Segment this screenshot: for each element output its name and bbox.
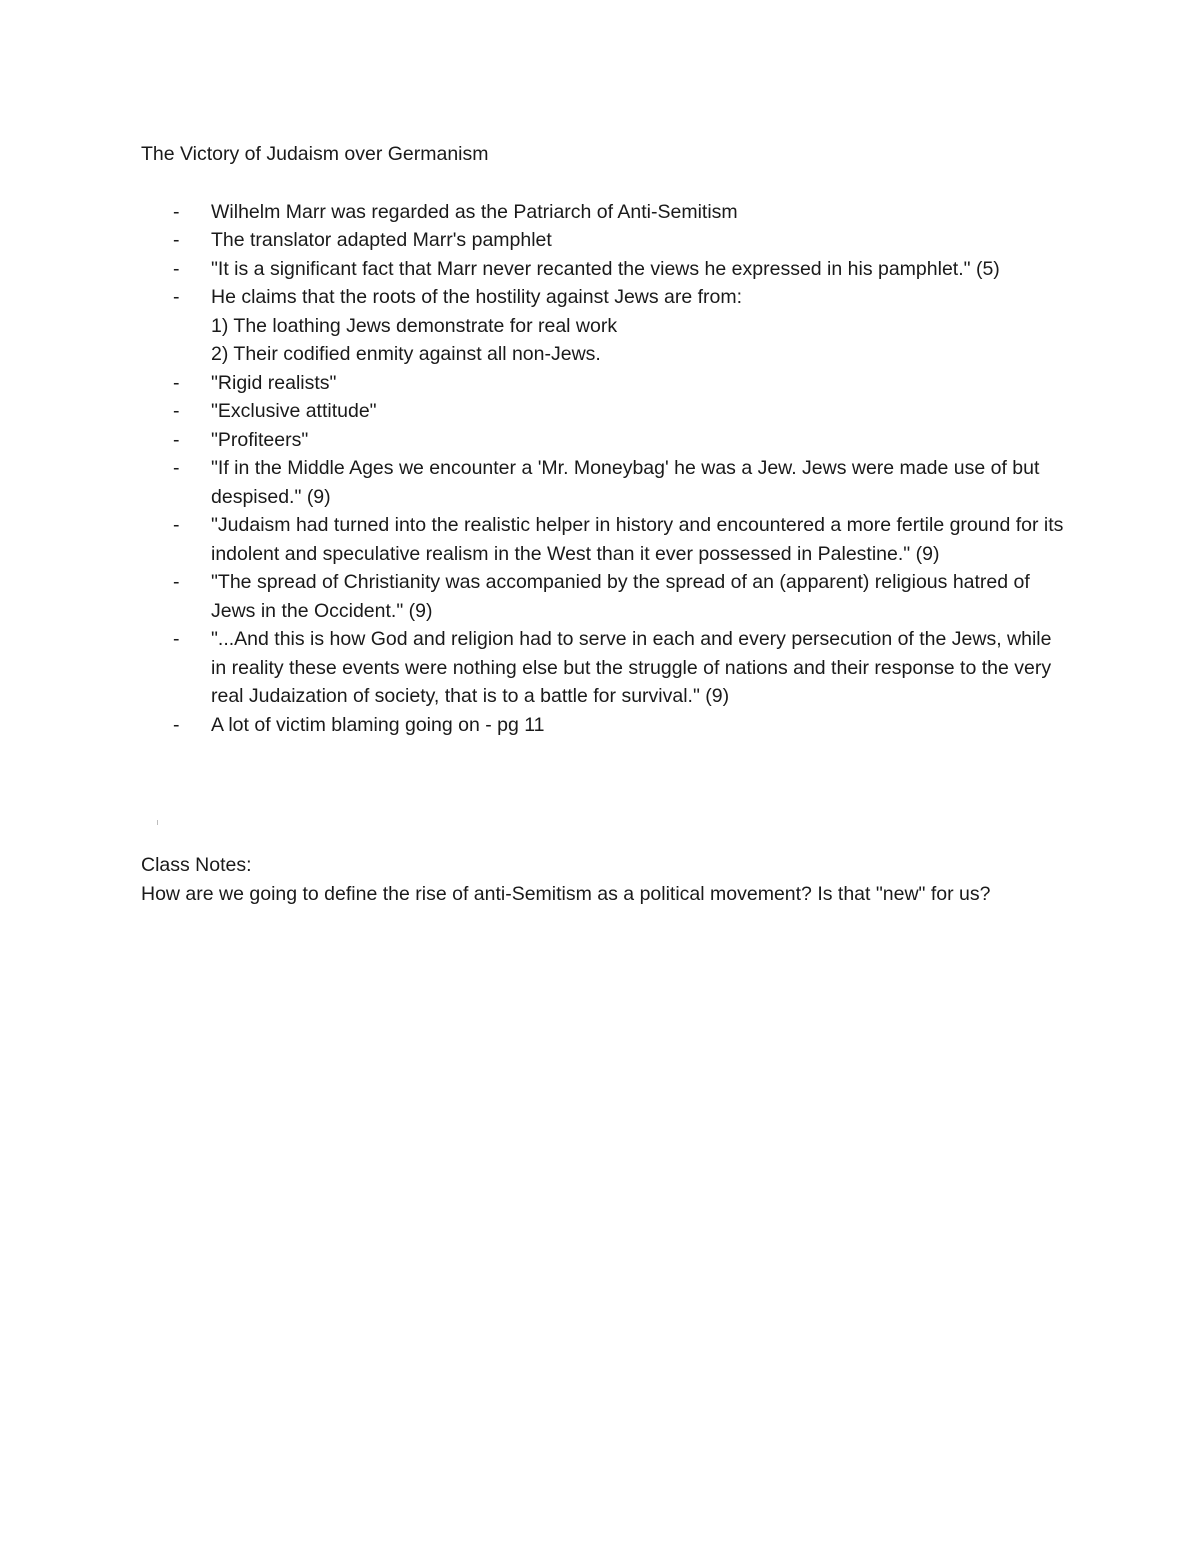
list-item xyxy=(141,255,1071,284)
bullet-dash: - xyxy=(173,628,180,650)
list-item xyxy=(141,711,1071,740)
list-item xyxy=(141,426,1071,455)
bullet-dash: - xyxy=(173,428,180,451)
list-item xyxy=(141,369,1071,398)
list-item xyxy=(141,454,1071,511)
stray-mark xyxy=(157,820,158,825)
bullet-dash: - xyxy=(173,571,180,593)
bullet-dash: - xyxy=(173,200,180,223)
list-item-text: "The spread of Christianity was accompanied by the spread of an (apparent) religious hatred of Jews in the Occident." (9) xyxy=(211,571,1030,622)
bullet-dash: - xyxy=(173,457,180,479)
list-item-text: Wilhelm Marr was regarded as the Patriarch of Anti-Semitism xyxy=(211,200,738,223)
bullet-dash: - xyxy=(173,257,180,280)
list-item xyxy=(141,625,1071,711)
bullet-dash: - xyxy=(173,713,180,736)
spacer xyxy=(141,169,1071,198)
list-item-text: "It is a significant fact that Marr never recanted the views he expressed in his pamphlet." (5) xyxy=(211,257,1000,280)
bullet-dash: - xyxy=(173,229,180,251)
list-item-text: He claims that the roots of the hostility against Jews are from: xyxy=(211,286,743,308)
bullet-dash: - xyxy=(173,371,180,394)
numbered-subitem: 2) Their codified enmity against all non-Jews. xyxy=(211,343,601,365)
class-notes-body: How are we going to define the rise of anti-Semitism as a political movement? Is that "new" for us? xyxy=(141,882,991,905)
list-item-text: A lot of victim blaming going on - pg 11 xyxy=(211,713,545,736)
list-item-text: "Rigid realists" xyxy=(211,371,337,394)
document-title: The Victory of Judaism over Germanism xyxy=(141,143,489,165)
bullet-dash: - xyxy=(173,400,180,422)
list-item xyxy=(141,283,1071,369)
list-item-text: "Profiteers" xyxy=(211,428,309,451)
list-item-text: "...And this is how God and religion had to serve in each and every persecution of the Jews, while in reality these events were nothing else but the struggle of nations and their response to the very real Judaization of society, that is to a battle for survival." (9) xyxy=(211,628,1052,707)
bullet-dash: - xyxy=(173,514,180,536)
class-notes-heading: Class Notes: xyxy=(141,854,252,876)
list-item xyxy=(141,198,1071,227)
list-item-text: "Judaism had turned into the realistic helper in history and encountered a more fertile ground for its indolent and speculative realism in the West than it ever possessed in Palestine." (9) xyxy=(211,514,1064,565)
list-item-text: The translator adapted Marr's pamphlet xyxy=(211,229,552,251)
list-item xyxy=(141,568,1071,625)
bullet-list xyxy=(141,198,1071,740)
list-item-text: "If in the Middle Ages we encounter a 'Mr. Moneybag' he was a Jew. Jews were made use of but despised." (9) xyxy=(211,457,1040,508)
list-item-text: "Exclusive attitude" xyxy=(211,400,377,422)
document-body xyxy=(141,140,1071,739)
list-item xyxy=(141,397,1071,426)
class-notes-section xyxy=(141,851,1071,908)
list-item xyxy=(141,511,1071,568)
bullet-dash: - xyxy=(173,286,180,308)
list-item xyxy=(141,226,1071,255)
numbered-subitem: 1) The loathing Jews demonstrate for real work xyxy=(211,314,618,337)
